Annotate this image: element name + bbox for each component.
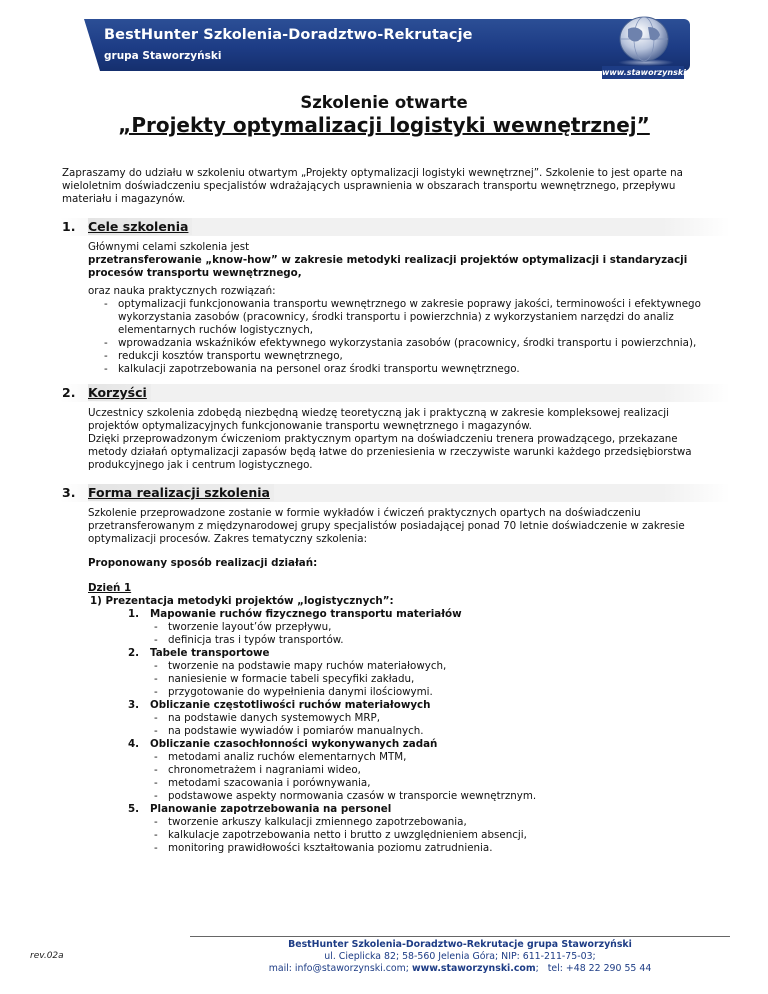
footer-www[interactable]: www.staworzynski.com — [411, 963, 536, 974]
globe-logo-icon — [614, 13, 674, 67]
footer-contact — [190, 963, 730, 975]
document-subtitle: Szkolenie otwarte — [300, 93, 468, 112]
company-name: BestHunter Szkolenia-Doradztwo-Rekrutacje — [104, 27, 473, 43]
proposed-heading: Proponowany sposób realizacji działań: — [88, 557, 318, 569]
company-group: grupa Staworzyński — [104, 50, 222, 62]
logo-url[interactable]: www.staworzynski.com — [602, 68, 708, 77]
section-heading-1 — [62, 219, 192, 234]
section1-lead2: oraz nauka praktycznych rozwiązań: — [88, 285, 276, 297]
revision-label: rev.02a — [30, 951, 64, 961]
intro-paragraph — [62, 167, 728, 206]
section-number: 3. — [62, 485, 76, 500]
section-number: 2. — [62, 385, 76, 400]
intro-line: Zapraszamy do udziału w szkoleniu otwartym „Projekty optymalizacji logistyki wewnętrznej”. Szkolenie to jest oparte na — [62, 167, 683, 179]
footer-address: ul. Cieplicka 82; 58-560 Jelenia Góra; NIP: 611-211-75-03; — [324, 951, 596, 962]
section-title: Cele szkolenia — [88, 218, 192, 235]
section1-lead — [88, 241, 687, 280]
footer — [190, 939, 730, 975]
lead-text: Głównymi celami szkolenia jest — [88, 241, 250, 253]
intro-line: materiału i magazynów. — [62, 193, 186, 205]
footer-divider — [190, 936, 730, 937]
section-title: Korzyści — [88, 384, 151, 401]
footer-separator: ; — [535, 963, 539, 974]
topic-heading: 1) Prezentacja metodyki projektów „logistycznych”: — [90, 595, 394, 607]
day-heading: Dzień 1 — [88, 582, 132, 594]
benefits-paragraph: Uczestnicy szkolenia zdobędą niezbędną wiedzę teoretyczną jak i praktyczną w zakresie kompleksowej realizacji projektów optymalizacyjnych funkcjonowanie transportu wewnętrznego i magazynów. Dzięki przeprowadzonym ćwiczeniom praktycznym opartym na doświadczeniu trenera prowadzącego, przekazane metody działań optymalizacji zapasów będą łatwe do przeniesienia w rzeczywiste warunki każdego przedsiębiorstwa produkcyjnego jak i centrum logistycznego. — [88, 407, 692, 471]
footer-mail[interactable]: mail: info@staworzynski.com; — [268, 963, 409, 974]
section-title: Forma realizacji szkolenia — [88, 484, 274, 501]
form-paragraph: Szkolenie przeprowadzone zostanie w formie wykładów i ćwiczeń praktycznych opartych na doświadczeniu przetransferowanym z międzynarodowej grupy specjalistów posiadającej ponad 70 letnie doświadczenie w zakresie optymalizacji procesów. Zakres tematyczny szkolenia: — [88, 507, 685, 545]
section-bar — [60, 384, 730, 402]
section-heading-3 — [62, 485, 274, 500]
section-heading-2 — [62, 385, 151, 400]
intro-line: wieloletnim doświadczeniu specjalistów wdrażających usprawnienia w obszarach transportu wewnętrznego, przepływu — [62, 180, 676, 192]
bold-goal-line: procesów transportu wewnętrznego, — [88, 267, 302, 279]
document-title: „Projekty optymalizacji logistyki wewnętrznej” — [118, 113, 650, 137]
bold-goal-line: przetransferowanie „know-how” w zakresie metodyki realizacji projektów optymalizacji i standaryzacji — [88, 254, 688, 266]
footer-tel: tel: +48 22 290 55 44 — [547, 963, 652, 974]
footer-company: BestHunter Szkolenia-Doradztwo-Rekrutacje grupa Staworzyński — [288, 939, 632, 950]
section-number: 1. — [62, 219, 76, 234]
